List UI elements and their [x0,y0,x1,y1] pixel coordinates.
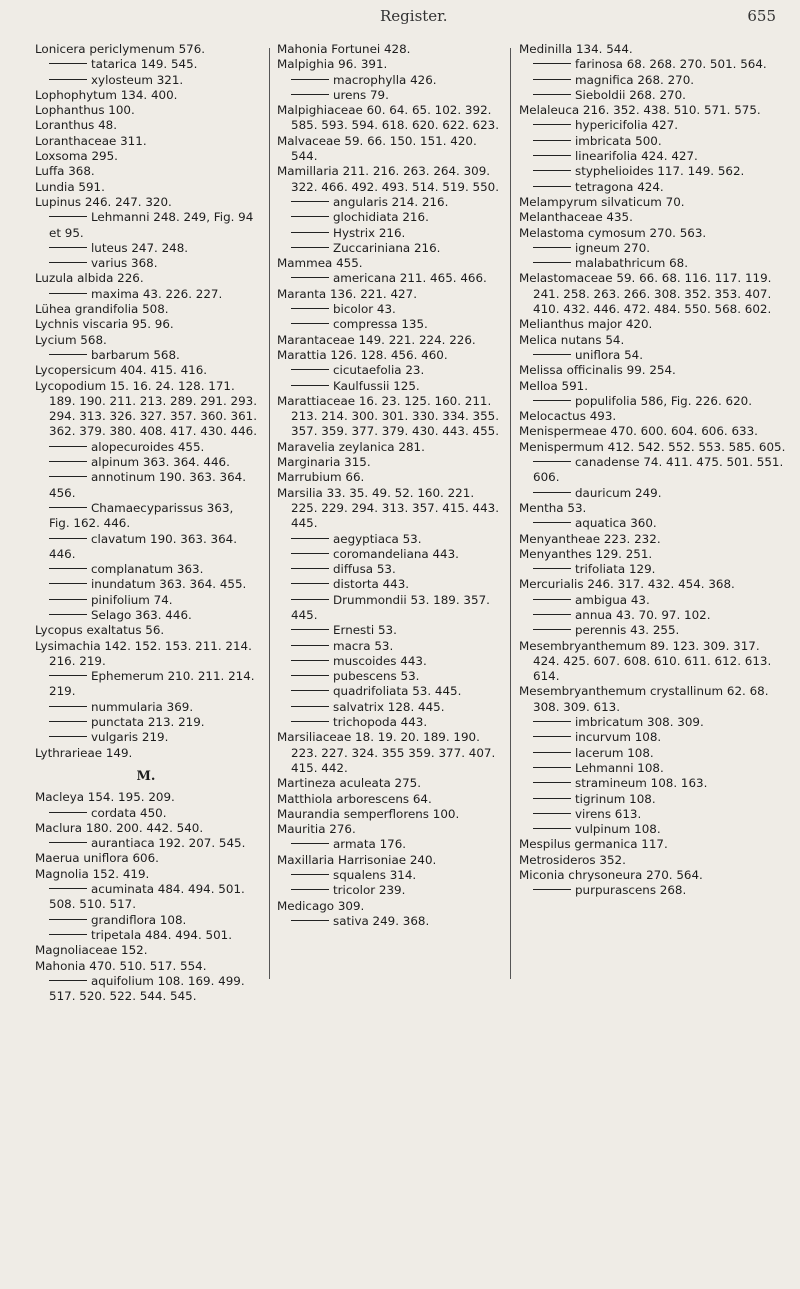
index-entry: Lythrarieae 149. [35,745,133,760]
index-entry: Miconia chrysoneura 270. 564. [519,868,703,883]
column-divider [269,48,270,979]
index-subentry: aegyptiaca 53. [277,532,499,547]
index-entry: Marginaria 315. [277,455,371,470]
index-entry: Malpighia 96. 391. [277,57,388,72]
index-subentry: vulgaris 219. [35,730,257,745]
index-entry: Maravelia zeylanica 281. [277,439,425,454]
index-subentry: macrophylla 426. [277,73,499,88]
index-subentry: aquatica 360. [519,516,787,531]
index-subentry: barbarum 568. [35,348,257,363]
index-entry: Melanthaceae 435. [519,210,633,225]
index-entry: Maxillaria Harrisoniae 240. [277,852,437,867]
index-subentry: grandiflora 108. [35,913,257,928]
index-entry: Mesembryanthemum crystallinum 62. 68. 308. 309. 613. [519,684,769,714]
index-subentry: aquifolium 108. 169. 499. 517. 520. 522. 544. 545. [35,974,257,1005]
index-subentry: maxima 43. 226. 227. [35,287,257,302]
index-entry: Melianthus major 420. [519,317,653,332]
index-entry: Lycopodium 15. 16. 24. 128. 171. 189. 190. 211. 213. 289. 291. 293. 294. 313. 326. 327. 357. 360. 361. 362. 379. 380. 408. 417. 430. 446. [35,378,258,439]
index-subentry: lacerum 108. [519,746,787,761]
index-subentry: tripetala 484. 494. 501. [35,928,257,943]
index-entry: Marantaceae 149. 221. 224. 226. [277,332,476,347]
index-subentry: vulpinum 108. [519,822,787,837]
index-entry: Lycopersicum 404. 415. 416. [35,363,208,378]
index-entry: Lycium 568. [35,332,107,347]
index-subentry: coromandeliana 443. [277,547,499,562]
index-entry: Menyanthes 129. 251. [519,546,653,561]
index-entry: Maranta 136. 221. 427. [277,286,417,301]
index-subentry: stramineum 108. 163. [519,776,787,791]
index-entry: Metrosideros 352. [519,852,626,867]
index-entry: Malvaceae 59. 66. 150. 151. 420. 544. [277,133,477,164]
index-entry: Marattiaceae 16. 23. 125. 160. 211. 213. 214. 300. 301. 330. 334. 355. 357. 359. 377. 379. 430. 443. 455. [277,393,500,439]
index-entry: Marsilia 33. 35. 49. 52. 160. 221. 225. 229. 294. 313. 357. 415. 443. 445. [277,485,500,531]
index-subentry: urens 79. [277,88,499,103]
index-subentry: virens 613. [519,807,787,822]
index-entry: Mamillaria 211. 216. 263. 264. 309. 322. 466. 492. 493. 514. 519. 550. [277,164,500,194]
index-subentry: alopecuroides 455. [35,440,257,455]
index-subentry: Ernesti 53. [277,623,499,638]
index-subentry: incurvum 108. [519,730,787,745]
index-subentry: perennis 43. 255. [519,623,787,638]
index-entry: Lonicera periclymenum 576. [35,42,206,56]
index-entry: Maerua uniflora 606. [35,851,159,866]
index-subentry: inundatum 363. 364. 455. [35,577,257,592]
index-subentry: cordata 450. [35,806,257,821]
index-subentry: tetragona 424. [519,180,787,195]
index-subentry: imbricata 500. [519,134,787,149]
index-subentry: muscoides 443. [277,654,499,669]
index-subentry: trichopoda 443. [277,715,499,730]
index-entry: Marsiliaceae 18. 19. 20. 189. 190. 223. 227. 324. 355 359. 377. 407. 415. 442. [277,730,496,775]
index-entry: Mercurialis 246. 317. 432. 454. 368. [519,577,735,592]
index-subentry: igneum 270. [519,241,787,256]
index-subentry: distorta 443. [277,577,499,592]
index-subentry: angularis 214. 216. [277,195,499,210]
index-subentry: hypericifolia 427. [519,118,787,133]
index-entry: Melica nutans 54. [519,332,625,347]
index-subentry: acuminata 484. 494. 501. 508. 510. 517. [35,882,257,913]
index-subentry: bicolor 43. [277,302,499,317]
index-subentry: Zuccariniana 216. [277,241,499,256]
page-number: 655 [747,7,776,25]
index-subentry: armata 176. [277,837,499,852]
index-subentry: varius 368. [35,256,257,271]
index-subentry: macra 53. [277,639,499,654]
index-entry: Menispermeae 470. 600. 604. 606. 633. [519,424,758,439]
index-subentry: Hystrix 216. [277,226,499,241]
index-subentry: imbricatum 308. 309. [519,715,787,730]
index-subentry: tricolor 239. [277,883,499,898]
running-head [0,7,800,31]
index-entry: Lysimachia 142. 152. 153. 211. 214. 216. 219. [35,638,252,668]
index-subentry: tigrinum 108. [519,792,787,807]
index-subentry: uniflora 54. [519,348,787,363]
index-entry: Mentha 53. [519,500,587,515]
index-subentry: diffusa 53. [277,562,499,577]
index-entry: Malpighiaceae 60. 64. 65. 102. 392. 585. 593. 594. 618. 620. 622. 623. [277,103,500,133]
index-entry: Medinilla 134. 544. [519,42,633,56]
index-subentry: Ephemerum 210. 211. 214. 219. [35,669,257,700]
index-subentry: quadrifoliata 53. 445. [277,684,499,699]
index-subentry: annotinum 190. 363. 364. 456. [35,470,257,501]
section-letter: M. [136,768,156,784]
index-subentry: tatarica 149. 545. [35,57,257,72]
index-subentry: luteus 247. 248. [35,241,257,256]
index-entry: Mesembryanthemum 89. 123. 309. 317. 424. 425. 607. 608. 610. 611. 612. 613. 614. [519,638,772,684]
index-subentry: punctata 213. 219. [35,715,257,730]
index-entry: Lupinus 246. 247. 320. [35,194,172,209]
index-column-left [35,42,257,1004]
index-entry: Martineza aculeata 275. [277,776,422,791]
index-entry: Loranthaceae 311. [35,133,147,148]
index-subentry: Drummondii 53. 189. 357. 445. [277,593,499,624]
index-entry: Maurandia semperflorens 100. [277,806,460,821]
index-subentry: magnifica 268. 270. [519,73,787,88]
running-head-title: Register. [380,7,448,25]
index-entry: Lophophytum 134. 400. [35,87,178,102]
index-subentry: squalens 314. [277,868,499,883]
index-subentry: purpurascens 268. [519,883,787,898]
index-subentry: annua 43. 70. 97. 102. [519,608,787,623]
index-entry: Medicago 309. [277,898,365,913]
index-entry: Melocactus 493. [519,409,617,424]
index-subentry: malabathricum 68. [519,256,787,271]
index-entry: Loranthus 48. [35,118,118,133]
index-entry: Macleya 154. 195. 209. [35,790,175,805]
index-entry: Mahonia Fortunei 428. [277,42,411,56]
index-entry: Menispermum 412. 542. 552. 553. 585. 605. [519,439,786,454]
index-subentry: clavatum 190. 363. 364. 446. [35,532,257,563]
index-subentry: sativa 249. 368. [277,914,499,929]
index-subentry: Lehmanni 248. 249, Fig. 94 et 95. [35,210,257,241]
index-entry: Melloa 591. [519,378,588,393]
index-entry: Lühea grandifolia 508. [35,302,169,317]
index-entry: Matthiola arborescens 64. [277,791,432,806]
index-entry: Mammea 455. [277,256,363,271]
index-entry: Melastomaceae 59. 66. 68. 116. 117. 119. 241. 258. 263. 266. 308. 352. 353. 407. 410. 432. 446. 472. 484. 550. 568. 602. [519,271,772,317]
index-entry: Menyantheae 223. 232. [519,531,661,546]
index-entry: Maclura 180. 200. 442. 540. [35,820,204,835]
index-subentry: pinifolium 74. [35,593,257,608]
index-entry: Melaleuca 216. 352. 438. 510. 571. 575. [519,103,761,118]
index-subentry: pubescens 53. [277,669,499,684]
index-entry: Melissa officinalis 99. 254. [519,363,676,378]
index-entry: Marattia 126. 128. 456. 460. [277,347,448,362]
index-entry: Melastoma cymosum 270. 563. [519,225,707,240]
index-column-middle [277,42,499,929]
index-subentry: Sieboldii 268. 270. [519,88,787,103]
index-entry: Luffa 368. [35,164,95,179]
index-subentry: linearifolia 424. 427. [519,149,787,164]
index-subentry: aurantiaca 192. 207. 545. [35,836,257,851]
index-subentry: ambigua 43. [519,593,787,608]
index-column-right [519,42,787,899]
index-entry: Marrubium 66. [277,470,365,485]
index-subentry: farinosa 68. 268. 270. 501. 564. [519,57,787,72]
column-divider [510,48,511,979]
index-entry: Lundia 591. [35,179,105,194]
index-entry: Mespilus germanica 117. [519,837,668,852]
index-subentry: salvatrix 128. 445. [277,700,499,715]
index-subentry: dauricum 249. [519,486,787,501]
index-subentry: glochidiata 216. [277,210,499,225]
index-subentry: cicutaefolia 23. [277,363,499,378]
index-subentry: trifoliata 129. [519,562,787,577]
index-entry: Lycopus exaltatus 56. [35,623,165,638]
index-subentry: Selago 363. 446. [35,608,257,623]
index-subentry: canadense 74. 411. 475. 501. 551. 606. [519,455,787,486]
index-entry: Loxsoma 295. [35,149,118,164]
index-subentry: populifolia 586, Fig. 226. 620. [519,394,787,409]
index-entry: Mauritia 276. [277,822,356,837]
index-entry: Lychnis viscaria 95. 96. [35,317,174,332]
index-subentry: alpinum 363. 364. 446. [35,455,257,470]
index-entry: Magnolia 152. 419. [35,866,150,881]
index-subentry: nummularia 369. [35,700,257,715]
index-subentry: styphelioides 117. 149. 562. [519,164,787,179]
index-entry: Luzula albida 226. [35,271,144,286]
index-subentry: Lehmanni 108. [519,761,787,776]
index-subentry: Chamaecyparissus 363, Fig. 162. 446. [35,501,257,532]
index-entry: Magnoliaceae 152. [35,943,148,958]
index-subentry: xylosteum 321. [35,73,257,88]
index-subentry: complanatum 363. [35,562,257,577]
index-entry: Lophanthus 100. [35,103,135,118]
index-entry: Mahonia 470. 510. 517. 554. [35,958,207,973]
index-subentry: americana 211. 465. 466. [277,271,499,286]
index-subentry: Kaulfussii 125. [277,379,499,394]
index-subentry: compressa 135. [277,317,499,332]
index-entry: Melampyrum silvaticum 70. [519,194,685,209]
